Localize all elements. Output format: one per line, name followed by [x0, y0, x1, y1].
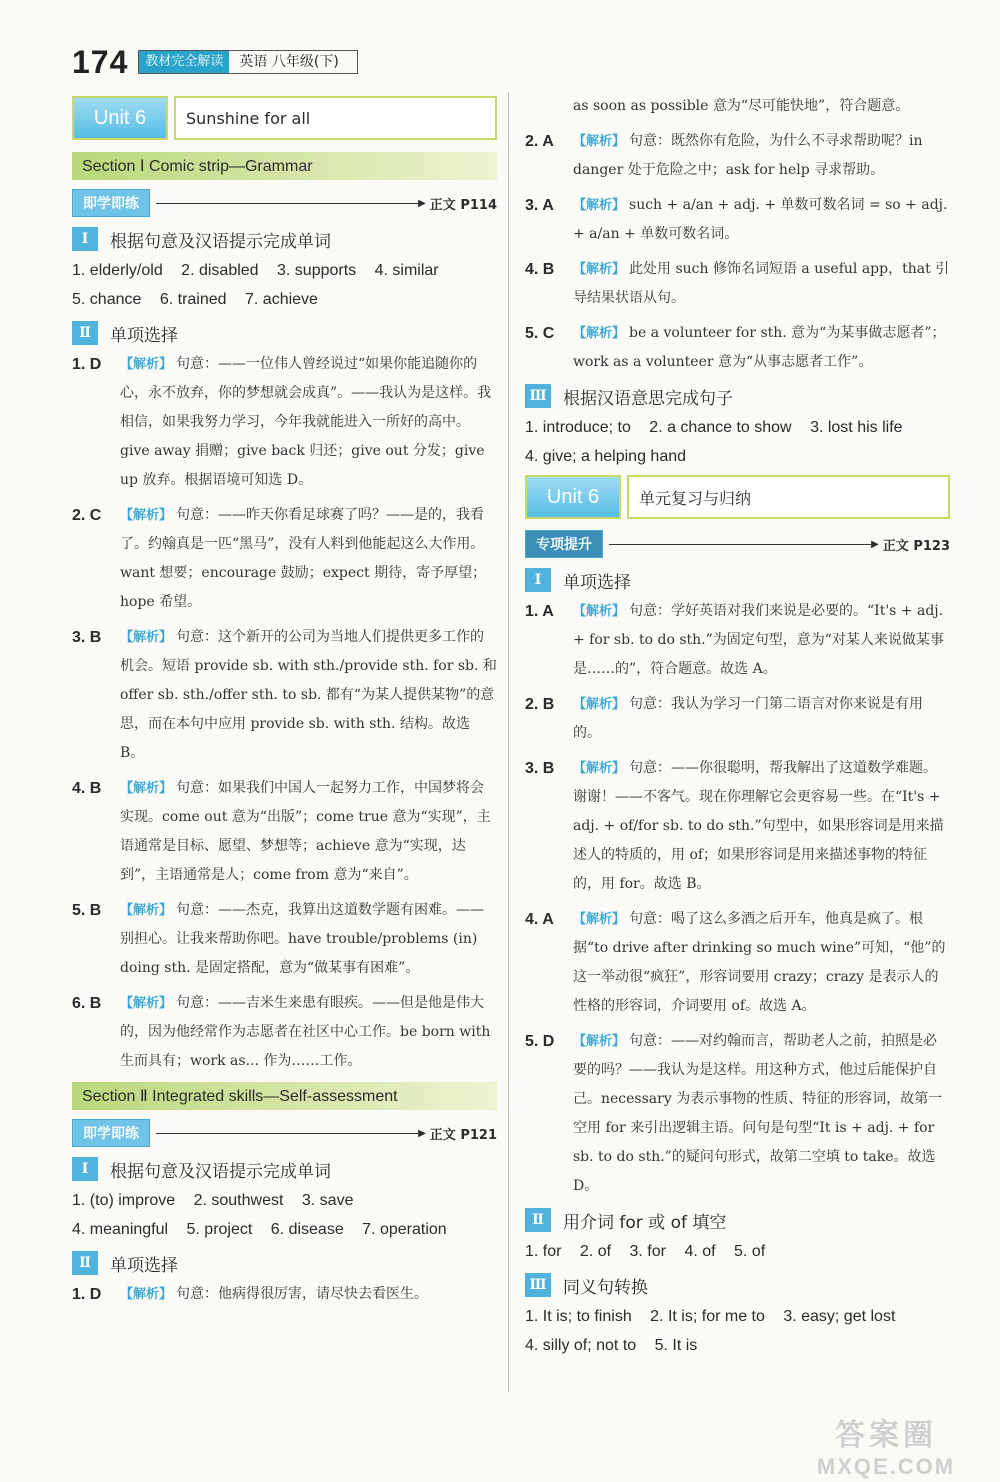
mc-explanation [573, 905, 950, 1021]
analysis-label: 【解析】 [573, 134, 626, 149]
mc-explanation [120, 989, 497, 1076]
analysis-text: 句意：——吉米生来患有眼疾。——但是他是伟大的，因为他经常作为志愿者在社区中心工作。be born with 生而具有；work as... 作为……工作。 [120, 995, 491, 1069]
part-number-icon: Ⅲ [525, 1273, 551, 1297]
mc-answer: 1. A [525, 603, 554, 620]
part-number-icon: Ⅱ [72, 321, 98, 345]
analysis-label: 【解析】 [120, 508, 173, 523]
part-number-icon: Ⅱ [525, 1208, 551, 1232]
practice-tag: 即学即练 [72, 189, 150, 217]
answer: 4. give; a helping hand [525, 448, 687, 465]
mc-item [525, 191, 950, 249]
mc-explanation [120, 623, 497, 768]
text-reference: 正文 P121 [429, 1127, 497, 1143]
analysis-label: 【解析】 [573, 761, 626, 776]
mc-explanation [573, 597, 950, 684]
mc-answer: 3. B [72, 629, 102, 646]
mc-item [72, 1280, 497, 1309]
page-number: 174 [72, 43, 129, 80]
answer: 2. disabled [181, 262, 259, 279]
answer-row [72, 285, 497, 314]
answer: 1. for [525, 1243, 562, 1260]
analysis-label: 【解析】 [120, 781, 173, 796]
unit-header [72, 96, 497, 140]
part-heading [72, 320, 497, 346]
tag-rule [609, 544, 873, 545]
analysis-text: 句意：喝了这么多酒之后开车，他真是疯了。根据“to drive after drinking so much wine”可知，“他”的这一举动很“疯狂”，形容词要用 crazy；crazy 是表示人的性格的形容词，介词要用 of。故选 A。 [573, 911, 946, 1014]
part-heading [525, 383, 950, 409]
mc-item [72, 774, 497, 890]
mc-item [525, 319, 950, 377]
mc-explanation [120, 896, 497, 983]
unit-badge: Unit 6 [525, 475, 621, 519]
tag-rule [156, 203, 420, 204]
answer: 7. operation [362, 1221, 447, 1238]
analysis-label: 【解析】 [120, 630, 173, 645]
analysis-text: 句意：既然你有危险，为什么不寻求帮助呢？in danger 处于危险之中；ask for help 寻求帮助。 [573, 133, 923, 178]
analysis-label: 【解析】 [573, 262, 626, 277]
mc-explanation [120, 350, 497, 495]
analysis-label: 【解析】 [120, 903, 173, 918]
analysis-text: 句意：如果我们中国人一起努力工作，中国梦将会实现。come out 意为“出版”；come true 意为“实现”，主语通常是目标、愿望、梦想等；achieve 意为“实现，达到”，主语通常是人；come from 意为“来自”。 [120, 780, 491, 883]
answer-row [525, 1237, 950, 1266]
part-title: 单项选择 [110, 1255, 178, 1276]
part-title: 根据句意及汉语提示完成单词 [110, 231, 331, 252]
analysis-label: 【解析】 [573, 198, 626, 213]
analysis-text: 句意：——你很聪明，帮我解出了这道数学难题。谢谢！——不客气。现在你理解它会更容易一些。在“It's + adj. + of/for sb. to do sth.”句型中，如果形容词是用来描述人的特质的，用 of；如果形容词是用来描述事物的特征的，用 for。故选 B。 [573, 760, 944, 892]
mc-item [525, 1027, 950, 1201]
mc-item [525, 597, 950, 684]
mc-answer: 3. B [525, 760, 555, 777]
analysis-text: 句意：——对约翰而言，帮助老人之前，拍照是必要的吗？——我认为是这样。用这种方式，他过后能保护自己。necessary 为表示事物的性质、特征的形容词，故第一空用 for 来引出逻辑主语。问句是句型“It is + adj. + for sb. to do sth.”的疑问句形式，故第二空填 to take。故选 D。 [573, 1033, 943, 1194]
mc-answer: 3. A [525, 197, 554, 214]
part-heading [72, 226, 497, 252]
answer: 3. for [629, 1243, 666, 1260]
mc-explanation [573, 191, 950, 249]
answer: 2. a chance to show [649, 419, 792, 436]
part-title: 根据句意及汉语提示完成单词 [110, 1161, 331, 1182]
right-column [525, 92, 950, 1360]
tag-rule [156, 1133, 420, 1134]
part-title: 单项选择 [563, 572, 631, 593]
mc-explanation [120, 501, 497, 617]
answer: 2. southwest [193, 1192, 284, 1209]
book-series: 教材完全解读 [139, 51, 229, 73]
book-subject: 英语 八年级(下) [239, 54, 339, 70]
mc-answer: 1. D [72, 356, 102, 373]
mc-explanation [573, 1027, 950, 1201]
part-number-icon: Ⅰ [72, 227, 98, 251]
answer: 3. lost his life [810, 419, 903, 436]
answer: 2. of [579, 1243, 612, 1260]
answer-row [72, 1186, 497, 1215]
analysis-text: 句意：这个新开的公司为当地人们提供更多工作的机会。短语 provide sb. with sth./provide sth. for sb. 和 offer sb. sth./offer sth. to sb. 都有“为某人提供某物”的意思，而在本句中应用 provide sb. with sth. 结构。故选 B。 [120, 629, 497, 761]
page-header [72, 44, 358, 80]
mc-explanation [573, 690, 950, 748]
mc-item [525, 905, 950, 1021]
mc-explanation [120, 1280, 428, 1309]
answer: 2. It is; for me to [650, 1308, 765, 1325]
answer-row [72, 1215, 497, 1244]
book-tag [138, 50, 357, 74]
part-number-icon: Ⅱ [72, 1251, 98, 1275]
mc-item [72, 501, 497, 617]
analysis-label: 【解析】 [573, 1034, 626, 1049]
arrow-right-icon: ▶ [871, 538, 879, 550]
left-column [72, 92, 497, 1315]
analysis-text: 句意：学好英语对我们来说是必要的。“It's + adj. + for sb. to do sth.”为固定句型，意为“对某人来说做某事是……的”，符合题意。故选 A。 [573, 603, 944, 677]
mc-answer: 6. B [72, 995, 102, 1012]
text-reference: 正文 P114 [429, 197, 497, 213]
analysis-label: 【解析】 [120, 996, 173, 1011]
arrow-right-icon: ▶ [418, 1127, 426, 1139]
part-heading [525, 1207, 950, 1233]
mc-item [525, 690, 950, 748]
part-heading [72, 1250, 497, 1276]
unit-badge: Unit 6 [72, 96, 168, 140]
mc-item [72, 350, 497, 495]
part-title: 根据汉语意思完成句子 [563, 388, 733, 409]
watermark-site: MXQE.COM [816, 1454, 956, 1479]
mc-item [72, 623, 497, 768]
continued-explanation: as soon as possible 意为“尽可能快地”，符合题意。 [573, 98, 910, 114]
text-reference: 正文 P123 [882, 538, 950, 554]
analysis-text: 句意：——昨天你看足球赛了吗？——是的，我看了。约翰真是一匹“黑马”，没有人料到他能起这么大作用。want 想要；encourage 鼓励；expect 期待，寄予厚望；hope 希望。 [120, 507, 487, 610]
practice-tag: 专项提升 [525, 530, 603, 558]
watermark-logo: 答案圈 [835, 1418, 937, 1453]
part-title: 单项选择 [110, 325, 178, 346]
section-2-tagline [72, 1120, 497, 1146]
analysis-text: 句意：——杰克，我算出这道数学题有困难。——别担心。让我来帮助你吧。have trouble/problems (in) doing sth. 是固定搭配，意为“做某事有困难”。 [120, 902, 485, 976]
mc-answer: 2. C [72, 507, 102, 524]
mc-answer: 4. B [525, 261, 555, 278]
answer-row [525, 442, 950, 471]
mc-answer: 5. B [72, 902, 102, 919]
answer: 1. introduce; to [525, 419, 631, 436]
answer: 6. disease [270, 1221, 344, 1238]
column-divider [508, 92, 509, 1392]
part-number-icon: Ⅰ [525, 568, 551, 592]
section-2-bar: Section Ⅱ Integrated skills—Self-assessment [72, 1082, 497, 1110]
answer-row [72, 256, 497, 285]
analysis-label: 【解析】 [573, 912, 626, 927]
mc-explanation [573, 127, 950, 185]
answer: 3. easy; get lost [783, 1308, 896, 1325]
answer: 4. silly of; not to [525, 1337, 637, 1354]
answer-row [525, 413, 950, 442]
answer: 4. meaningful [72, 1221, 169, 1238]
unit-header [525, 475, 950, 519]
mc-item [525, 754, 950, 899]
mc-answer: 4. B [72, 780, 102, 797]
analysis-label: 【解析】 [573, 697, 626, 712]
section-1-bar: Section Ⅰ Comic strip—Grammar [72, 152, 497, 180]
answer-row [525, 1302, 950, 1331]
mc-explanation [573, 255, 950, 313]
part-number-icon: Ⅲ [525, 384, 551, 408]
practice-tag: 即学即练 [72, 1119, 150, 1147]
analysis-text: 句意：——一位伟人曾经说过“如果你能追随你的心，永不放弃，你的梦想就会成真”。——我认为是这样。我相信，如果我努力学习，今年我就能进入一所好的高中。give away 捐赠；give back 归还；give out 分发；give up 放弃。根据语境可知选 D。 [120, 356, 492, 488]
analysis-text: such + a/an + adj. + 单数可数名词 = so + adj. + a/an + 单数可数名词。 [573, 197, 948, 242]
section-1-tagline [72, 190, 497, 216]
answer: 7. achieve [245, 291, 318, 308]
mc-explanation [120, 774, 497, 890]
unit-title: 单元复习与归纳 [627, 475, 950, 519]
mc-item [525, 127, 950, 185]
mc-answer: 5. D [525, 1033, 555, 1050]
analysis-label: 【解析】 [573, 604, 626, 619]
mc-item [72, 896, 497, 983]
mc-answer: 5. C [525, 325, 555, 342]
mc-item [72, 989, 497, 1076]
mc-explanation [573, 319, 950, 377]
answer: 5. project [186, 1221, 253, 1238]
answer-row [525, 1331, 950, 1360]
answer: 5. of [734, 1243, 766, 1260]
mc-explanation [573, 754, 950, 899]
answer: 6. trained [159, 291, 227, 308]
analysis-label: 【解析】 [120, 357, 173, 372]
mc-item [525, 255, 950, 313]
analysis-text: 此处用 such 修饰名词短语 a useful app，that 引导结果状语从句。 [573, 261, 950, 306]
answer: 4. of [684, 1243, 716, 1260]
mc-answer: 2. A [525, 133, 554, 150]
analysis-label: 【解析】 [573, 326, 626, 341]
analysis-text: be a volunteer for sth. 意为“为某事做志愿者”；work as a volunteer 意为“从事志愿者工作”。 [573, 325, 946, 370]
unit-title: Sunshine for all [174, 96, 497, 140]
analysis-label: 【解析】 [120, 1287, 173, 1302]
indent [525, 92, 573, 121]
part-title: 同义句转换 [563, 1277, 648, 1298]
answer: 1. It is; to finish [525, 1308, 632, 1325]
answer: 1. elderly/old [72, 262, 163, 279]
mc-answer: 2. B [525, 696, 555, 713]
answer: 4. similar [374, 262, 439, 279]
answer: 3. supports [277, 262, 357, 279]
part-title: 用介词 for 或 of 填空 [563, 1212, 727, 1233]
watermark [786, 1410, 986, 1479]
part-number-icon: Ⅰ [72, 1157, 98, 1181]
part-heading [525, 1272, 950, 1298]
answer: 3. save [301, 1192, 354, 1209]
arrow-right-icon: ▶ [418, 197, 426, 209]
analysis-text: 句意：我认为学习一门第二语言对你来说是有用的。 [573, 696, 924, 741]
review-tagline [525, 531, 950, 557]
analysis-text: 句意：他病得很厉害，请尽快去看医生。 [176, 1286, 429, 1302]
part-heading [525, 567, 950, 593]
part-heading [72, 1156, 497, 1182]
answer: 5. It is [654, 1337, 698, 1354]
continued-text [525, 92, 950, 121]
mc-answer: 4. A [525, 911, 554, 928]
mc-answer: 1. D [72, 1286, 102, 1303]
answer: 5. chance [72, 291, 142, 308]
answer: 1. (to) improve [72, 1192, 176, 1209]
